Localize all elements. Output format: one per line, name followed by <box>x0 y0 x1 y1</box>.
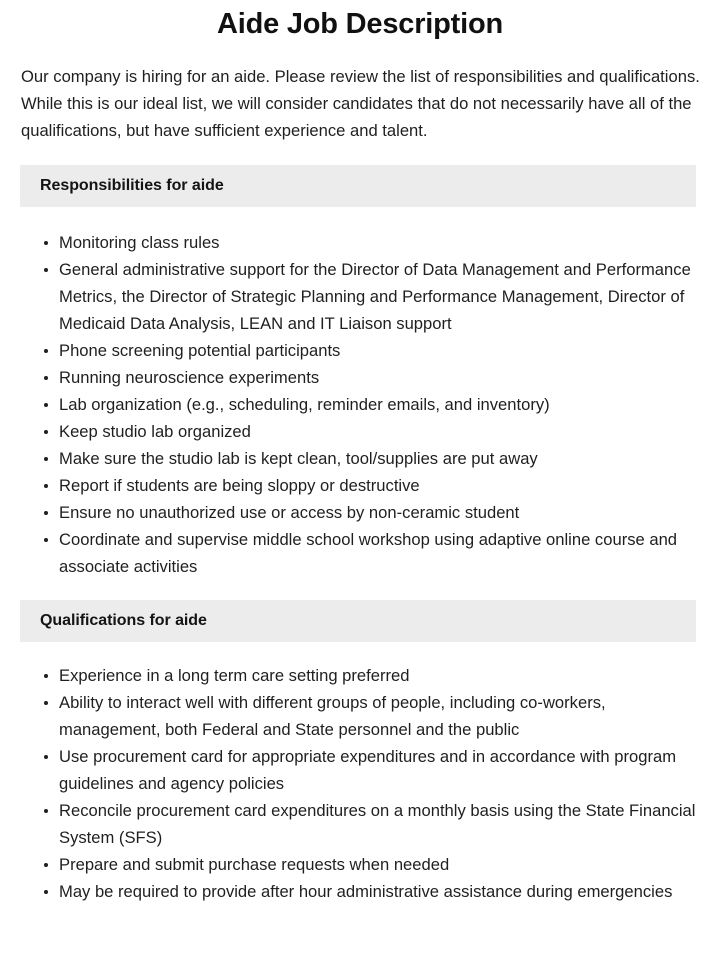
responsibilities-section <box>0 144 720 580</box>
qualifications-list <box>0 642 720 905</box>
list-item: Running neuroscience experiments <box>44 364 700 391</box>
qualifications-section-header <box>20 600 696 642</box>
list-item: Phone screening potential participants <box>44 337 700 364</box>
list-item: Report if students are being sloppy or destructive <box>44 472 700 499</box>
list-item: Use procurement card for appropriate expenditures and in accordance with program guidelines and agency policies <box>44 743 700 797</box>
responsibilities-list <box>0 207 720 580</box>
responsibilities-heading: Responsibilities for aide <box>40 177 224 194</box>
list-item: Ensure no unauthorized use or access by non-ceramic student <box>44 499 700 526</box>
list-item: General administrative support for the Director of Data Management and Performance Metrics, the Director of Strategic Planning and Performance Management, Director of Medicaid Data Analysis, LEAN and IT Liaison support <box>44 256 700 337</box>
list-item: Ability to interact well with different groups of people, including co-workers, management, both Federal and State personnel and the public <box>44 689 700 743</box>
list-item: Experience in a long term care setting preferred <box>44 662 700 689</box>
list-item: Lab organization (e.g., scheduling, reminder emails, and inventory) <box>44 391 700 418</box>
list-item: Monitoring class rules <box>44 229 700 256</box>
list-item: Prepare and submit purchase requests when needed <box>44 851 700 878</box>
list-item: May be required to provide after hour administrative assistance during emergencies <box>44 878 700 905</box>
intro-paragraph: Our company is hiring for an aide. Please review the list of responsibilities and qualifications. While this is our ideal list, we will consider candidates that do not necessarily have all of the qualifications, but have sufficient experience and talent. <box>21 67 700 140</box>
qualifications-section <box>0 580 720 905</box>
list-item: Keep studio lab organized <box>44 418 700 445</box>
qualifications-heading: Qualifications for aide <box>40 612 207 629</box>
list-item: Reconcile procurement card expenditures on a monthly basis using the State Financial System (SFS) <box>44 797 700 851</box>
page-title: Aide Job Description <box>216 8 504 40</box>
list-item: Coordinate and supervise middle school workshop using adaptive online course and associate activities <box>44 526 700 580</box>
responsibilities-section-header <box>20 165 696 207</box>
list-item: Make sure the studio lab is kept clean, tool/supplies are put away <box>44 445 700 472</box>
